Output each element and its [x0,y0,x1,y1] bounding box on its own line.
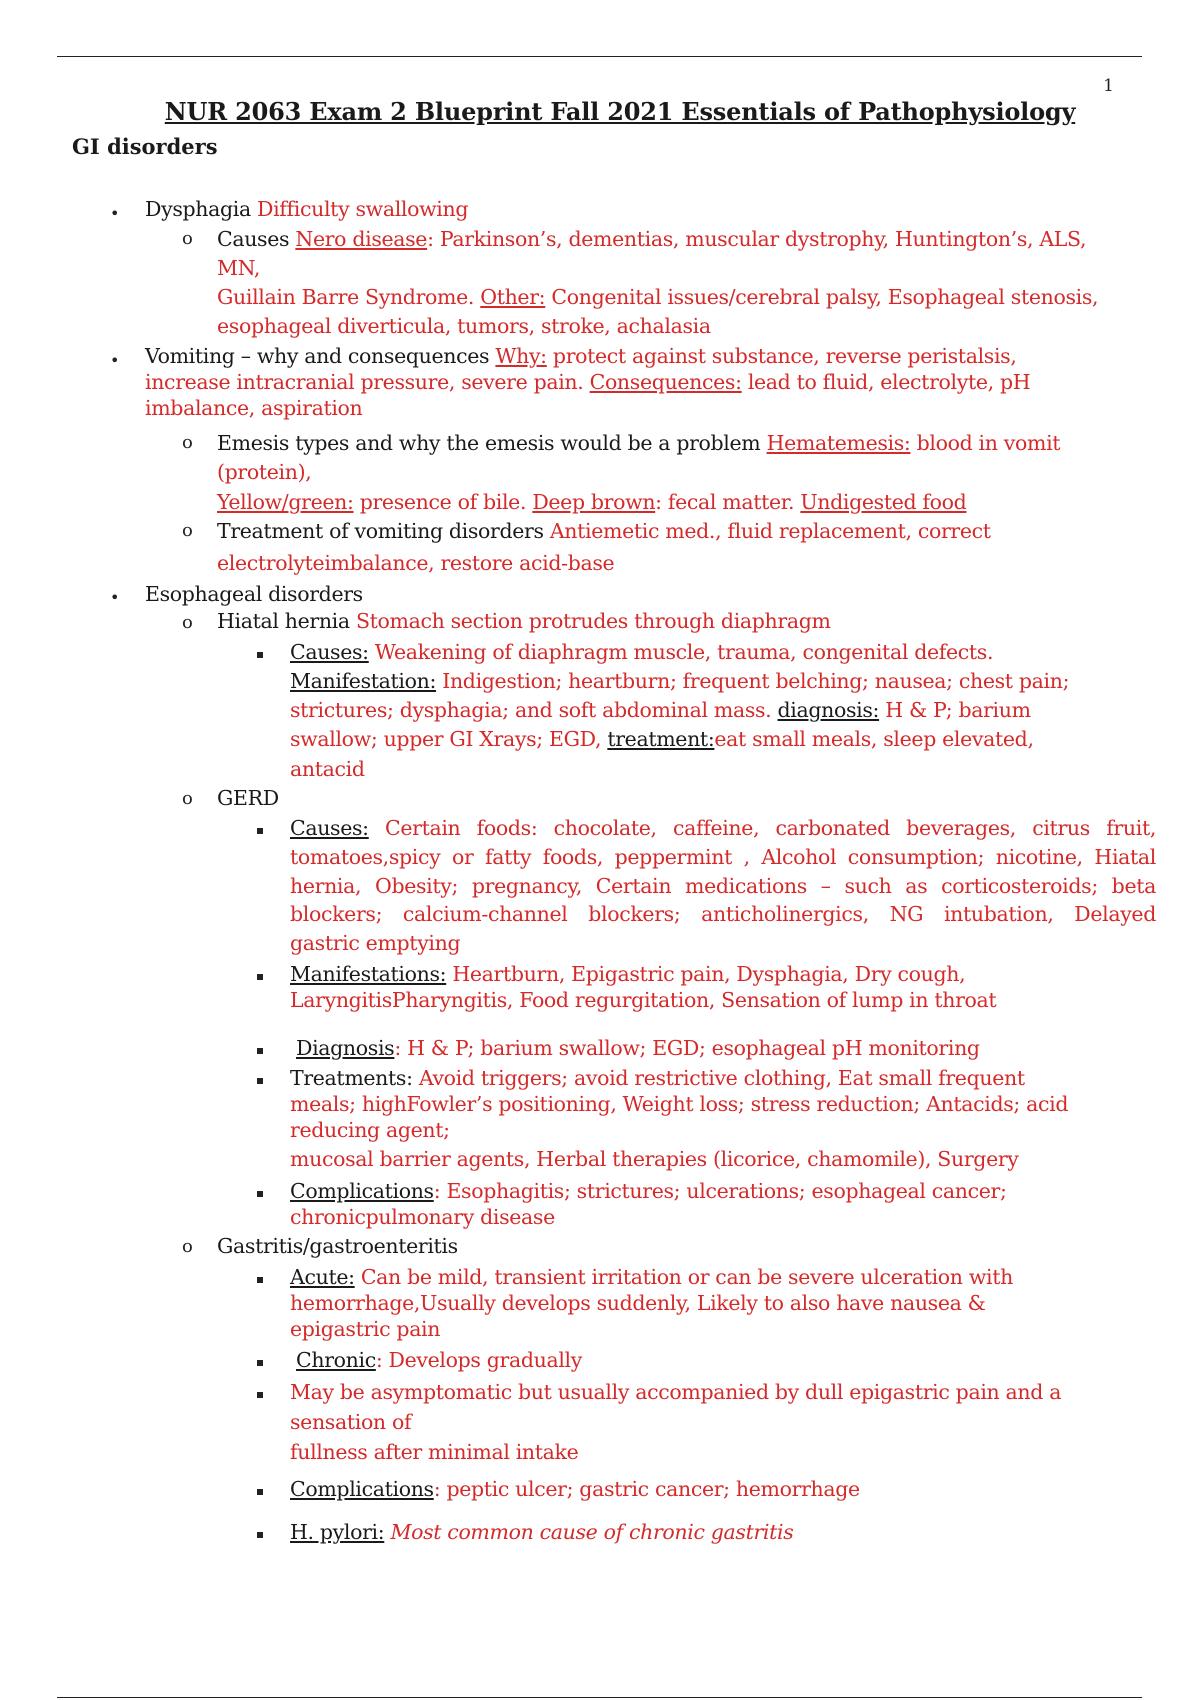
hematemesis-label: Hematemesis: [766,431,911,455]
vomiting-label: Vomiting – why and consequences [145,344,490,368]
brown-label: Deep brown [532,490,656,514]
gerd-manifest-label: Manifestations: [290,962,447,986]
undigested-label: Undigested food [800,490,967,514]
other-text: Congenital issues/cerebral palsy, Esophageal stenosis, [545,285,1099,309]
gerd-causes-l3: hernia, Obesity; pregnancy, Certain medications – such as corticosteroids; beta [290,874,1156,898]
vomiting-line2 [145,370,1030,395]
dysphagia-other-line [217,285,1098,310]
bullet-square [257,1191,263,1197]
gerd-comp-label: Complications [290,1179,434,1203]
hh-manifest-label: Manifestation: [290,669,437,693]
hh-diagnosis-label: diagnosis: [777,698,880,722]
asymp-l2: sensation of [290,1410,412,1434]
gerd-causes-l5: gastric emptying [290,931,461,955]
emesis-protein: (protein), [217,460,312,484]
bullet-square [257,652,263,658]
bullet-circle: o [182,520,193,541]
acute-l2: hemorrhage,Usually develops suddenly, Likely to also have nausea & [290,1291,986,1315]
gerd-comp-l1 [290,1179,1007,1204]
hh-manifestation [290,669,1069,694]
bullet-square [257,1277,263,1283]
hh-causes-text: Weakening of diaphragm muscle, trauma, congenital defects. [368,640,994,664]
hh-diagnosis-text: H & P; barium [879,698,1031,722]
bullet-circle: o [182,1236,193,1257]
dysphagia-label: Dysphagia [145,197,251,221]
hematemesis-text: blood in vomit [910,431,1061,455]
acute-l3: epigastric pain [290,1317,441,1341]
dysphagia-causes [217,227,1086,252]
bullet-square [257,1489,263,1495]
gast-comp-label: Complications [290,1477,434,1501]
consequences-text: lead to fluid, electrolyte, pH [741,370,1031,394]
vomiting-item [145,344,1017,369]
vomiting-treatment-cont: electrolyteimbalance, restore acid-base [217,551,615,575]
gerd-causes-text: Certain foods: chocolate, caffeine, carbonated beverages, citrus fruit, [368,816,1156,840]
chronic-label: Chronic [296,1348,376,1372]
gerd-treat-l3: reducing agent; [290,1118,450,1142]
hh-line4 [290,727,1034,752]
nero-text: : Parkinson’s, dementias, muscular dystrophy, Huntington’s, ALS, [427,227,1087,251]
nero-label: Nero disease [295,227,428,251]
gerd-treat-label: Treatments: [290,1066,413,1090]
gerd-manifest-l2: LaryngitisPharyngitis, Food regurgitation, Sensation of lump in throat [290,988,997,1012]
causes-label: Causes [217,227,290,251]
yellow-label: Yellow/green: [217,490,354,514]
chronic-item [296,1348,582,1373]
hiatal-label: Hiatal hernia [217,609,350,633]
dysphagia-definition: Difficulty swallowing [257,197,469,221]
acute-label: Acute: [290,1265,355,1289]
asymp-l3: fullness after minimal intake [290,1440,579,1464]
hiatal-definition: Stomach section protrudes through diaphragm [355,609,831,633]
gerd-causes-l2: tomatoes,spicy or fatty foods, peppermint , Alcohol consumption; nicotine, Hiatal [290,845,1156,869]
bullet-square [257,1078,263,1084]
dysphagia-other-cont: esophageal diverticula, tumors, stroke, achalasia [217,314,711,338]
top-rule [57,56,1142,57]
vomiting-treatment-label: Treatment of vomiting disorders [217,519,544,543]
bullet-square [257,1048,263,1054]
gbs-text: Guillain Barre Syndrome. [217,285,481,309]
gerd-manifest-text: Heartburn, Epigastric pain, Dysphagia, Dry cough, [446,962,966,986]
hh-manifest-text: Indigestion; heartburn; frequent belching; nausea; chest pain; [436,669,1070,693]
why-label: Why: [495,344,547,368]
asymp-l1: May be asymptomatic but usually accompanied by dull epigastric pain and a [290,1380,1062,1404]
gerd-comp-l2: chronicpulmonary disease [290,1205,555,1229]
gast-comp-text: : peptic ulcer; gastric cancer; hemorrhage [433,1477,860,1501]
gastritis-label: Gastritis/gastroenteritis [217,1234,458,1258]
bullet-square [257,974,263,980]
hh-treatment-text: eat small meals, sleep elevated, [714,727,1034,751]
gerd-treat-l1 [290,1066,1025,1091]
gerd-causes-label: Causes: [290,816,369,840]
bullet-square [257,828,263,834]
emesis-label: Emesis types and why the emesis would be a problem [217,431,761,455]
why-text: protect against substance, reverse peristalsis, [546,344,1017,368]
acute-text: Can be mild, transient irritation or can be severe ulceration with [354,1265,1013,1289]
hh-causes [290,640,993,665]
esophageal-label: Esophageal disorders [145,582,363,606]
hpylori [290,1520,793,1545]
gerd-comp-text: : Esophagitis; strictures; ulcerations; esophageal cancer; [433,1179,1007,1203]
hh-treatment-label: treatment: [607,727,715,751]
gast-comp [290,1477,860,1502]
hpylori-label: H. pylori: [290,1520,385,1544]
hh-line3-text: strictures; dysphagia; and soft abdominal mass. [290,698,778,722]
bullet-circle: o [182,432,193,453]
other-label: Other: [480,285,546,309]
gerd-treat-l4: mucosal barrier agents, Herbal therapies (licorice, chamomile), Surgery [290,1147,1019,1171]
vomiting-line2-text: increase intracranial pressure, severe pain. [145,370,590,394]
section-title: GI disorders [72,134,218,159]
doc-title: NUR 2063 Exam 2 Blueprint Fall 2021 Essentials of Pathophysiology [164,97,1076,126]
vomiting-line3: imbalance, aspiration [145,396,363,420]
gerd-diagnosis [296,1036,980,1061]
bullet-square [257,1392,263,1398]
gerd-causes-l4: blockers; calcium-channel blockers; anticholinergics, NG intubation, Delayed [290,902,1156,926]
hh-line4-text: swallow; upper GI Xrays; EGD, [290,727,608,751]
emesis-item [217,431,1060,456]
gerd-causes-l1 [290,816,1156,841]
gerd-manifest-l1 [290,962,965,987]
gerd-treat-text: Avoid triggers; avoid restrictive clothing, Eat small frequent [412,1066,1025,1090]
bullet-dot: • [110,351,120,370]
bullet-dot: • [110,588,120,607]
bullet-circle: o [182,788,193,809]
bottom-rule [57,1697,1142,1698]
gerd-treat-l2: meals; highFowler’s positioning, Weight loss; stress reduction; Antacids; acid [290,1092,1069,1116]
consequences-label: Consequences: [589,370,742,394]
bullet-dot: • [110,204,120,223]
vomiting-treatment [217,519,991,544]
page-number: 1 [1103,76,1114,96]
dysphagia-mn: MN, [217,256,261,280]
hpylori-text: Most common cause of chronic gastritis [390,1520,794,1544]
chronic-text: : Develops gradually [375,1348,582,1372]
acute-l1 [290,1265,1013,1290]
gerd-label: GERD [217,786,279,810]
hh-line5: antacid [290,757,365,781]
brown-text: : fecal matter. [655,490,801,514]
gerd-diagnosis-text: : H & P; barium swallow; EGD; esophageal pH monitoring [394,1036,980,1060]
hh-causes-label: Causes: [290,640,369,664]
emesis-colors [217,490,966,515]
yellow-text: presence of bile. [353,490,533,514]
vomiting-treatment-text: Antiemetic med., fluid replacement, correct [549,519,991,543]
bullet-circle: o [182,612,193,633]
bullet-square [257,1360,263,1366]
hh-line3 [290,698,1031,723]
gerd-diagnosis-label: Diagnosis [296,1036,395,1060]
dysphagia-item [145,197,468,222]
bullet-square [257,1532,263,1538]
bullet-circle: o [182,228,193,249]
hiatal-item [217,609,831,634]
